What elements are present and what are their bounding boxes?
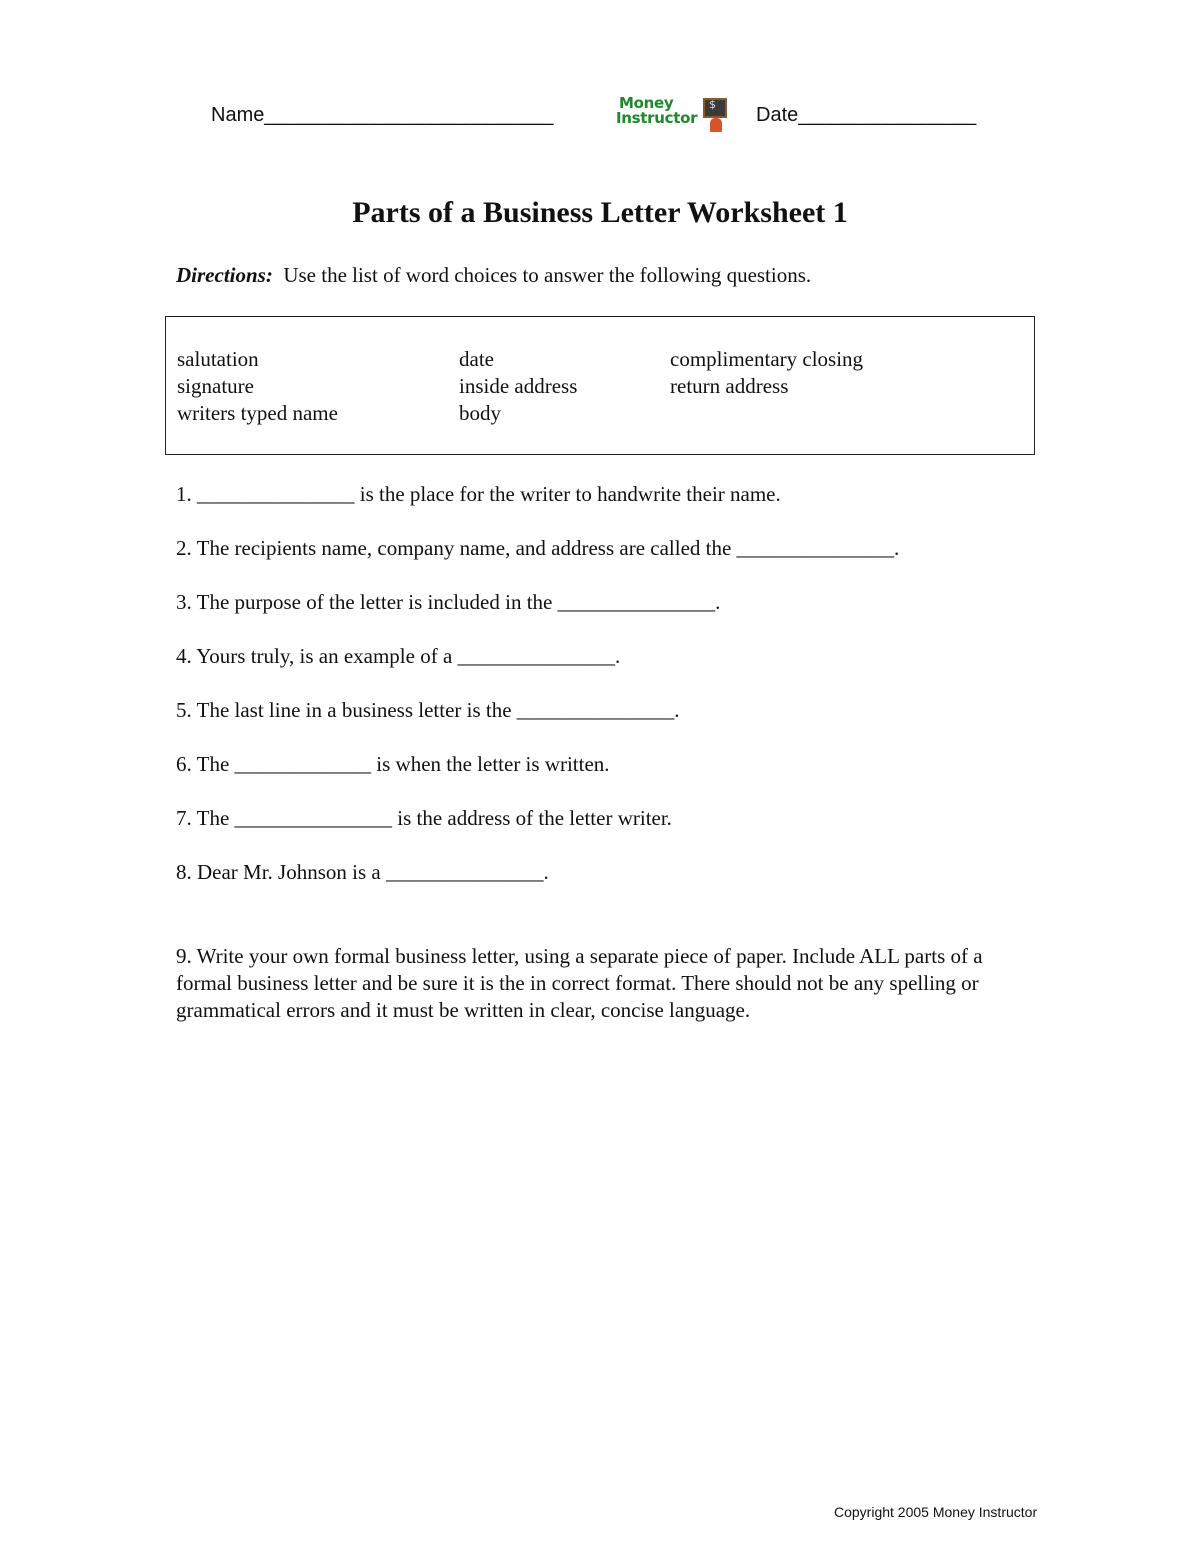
question-1: 1. _______________ is the place for the writer to handwrite their name. xyxy=(176,482,781,506)
logo-text xyxy=(616,96,697,126)
question-5: 5. The last line in a business letter is the _______________. xyxy=(176,698,680,722)
word-choice: date xyxy=(459,347,494,371)
word-choice: signature xyxy=(177,374,254,398)
word-choice: complimentary closing xyxy=(670,347,864,371)
word-choice: return address xyxy=(670,374,789,398)
word-choice: body xyxy=(459,401,501,425)
name-field-label: Name__________________________ xyxy=(211,104,554,126)
word-choice: inside address xyxy=(459,374,578,398)
copyright-notice: Copyright 2005 Money Instructor xyxy=(834,1504,1038,1520)
question-2: 2. The recipients name, company name, and address are called the _______________. xyxy=(176,536,900,560)
directions-text: Use the list of word choices to answer the following questions. xyxy=(272,263,812,287)
question-9: 9. Write your own formal business letter, using a separate piece of paper. Include ALL parts of a formal business letter and be sure it is the in correct format. There should not be any spelling or grammatical errors and it must be written in clear, concise language. xyxy=(176,944,983,1022)
logo-line-2: Instructor xyxy=(616,109,698,127)
directions xyxy=(176,263,811,288)
word-choice: writers typed name xyxy=(177,401,338,425)
question-6: 6. The _____________ is when the letter is written. xyxy=(176,752,610,776)
question-7: 7. The _______________ is the address of the letter writer. xyxy=(176,806,672,830)
question-3: 3. The purpose of the letter is included in the _______________. xyxy=(176,590,721,614)
word-choice: salutation xyxy=(177,347,259,371)
directions-label: Directions: xyxy=(176,263,273,287)
logo-line-1: Money xyxy=(619,94,674,112)
worksheet-title: Parts of a Business Letter Worksheet 1 xyxy=(352,196,848,229)
teacher-figure-icon xyxy=(710,118,722,132)
money-instructor-logo xyxy=(616,96,728,134)
question-4: 4. Yours truly, is an example of a _______________. xyxy=(176,644,621,668)
date-field-label: Date________________ xyxy=(756,104,977,126)
teacher-chalkboard-icon xyxy=(703,98,727,118)
word-choices-box xyxy=(165,316,1035,455)
question-8: 8. Dear Mr. Johnson is a _______________. xyxy=(176,860,549,884)
